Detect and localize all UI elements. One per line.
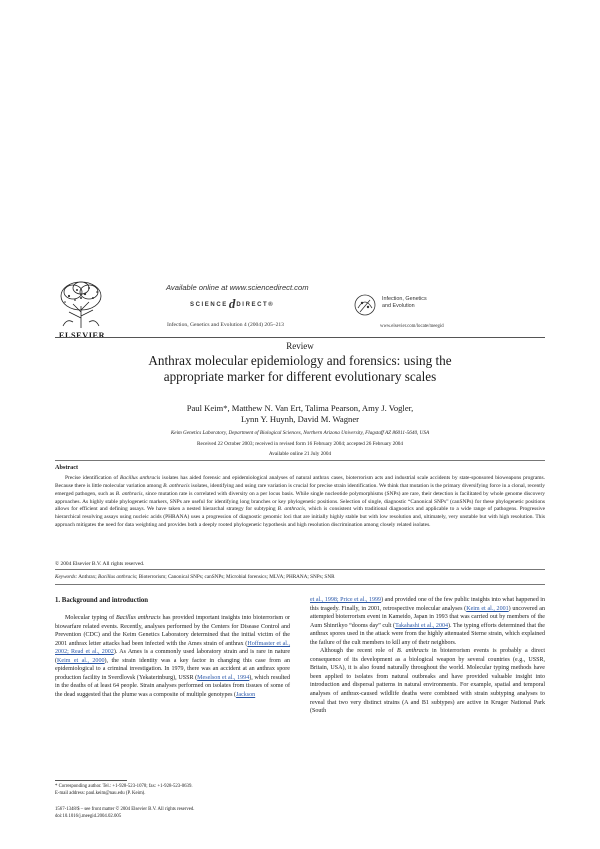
reference-link[interactable]: Keim et al., 2001 <box>466 605 509 612</box>
abstract-italic-2: B. anthracis <box>163 482 190 489</box>
available-online-text: Available online at www.sciencedirect.com <box>166 283 309 292</box>
journal-badge-line2: and Evolution <box>382 302 415 309</box>
body-column-left <box>55 614 290 699</box>
reference-link[interactable]: Keim et al., 2000 <box>57 657 105 664</box>
keywords-label: Keywords: <box>55 574 78 580</box>
issn-line: 1567-1348/$ – see front matter © 2004 Elsevier B.V. All rights reserved. <box>55 807 195 812</box>
body-text: ), the strain identity was a key factor in changing this case from an epidemiological to a criminal investigation. In 1979, there was an accident at an anthrax spore production facility in Sverdlovsk (Yekaterinburg), USSR ( <box>55 657 290 681</box>
body-text: Although the recent role of <box>320 648 397 655</box>
body-column-right <box>310 596 545 716</box>
footnote-rule <box>55 780 127 781</box>
publisher-wordmark: ELSEVIER <box>58 331 106 340</box>
body-text: in bioterrorism events is probably a direct consequence of its development as a biological weapon by several countries (e.g., USSR, Britain, USA), it is also found naturally throughout the world. Molecular typing methods have been applied to isolates from natural outbreaks and have provided valuable insight into introduction and dispersal patterns in natural environments. For example, spatial and temporal analyses of anthrax-caused wildlife deaths were combined with strain subtyping analyses to reveal that two very distinct strains (A and B1 subtypes) are active in Kruger National Park (South <box>310 648 546 715</box>
abstract-body <box>55 475 545 530</box>
reference-link[interactable]: Jackson <box>236 691 256 698</box>
online-date: Available online 21 July 2004 <box>268 451 332 457</box>
reference-link[interactable]: Meselson et al., 1994 <box>197 674 250 681</box>
corresponding-author-note: * Corresponding author. Tel.: +1-928-523-1078; fax: +1-928-523-0639. <box>55 784 193 789</box>
journal-badge <box>382 296 462 309</box>
journal-emblem-icon <box>352 292 378 320</box>
abstract-heading: Abstract <box>55 464 79 471</box>
body-paragraph <box>310 647 545 715</box>
affiliation: Keim Genetics Laboratory, Department of Biological Sciences, Northern Arizona University, Flagstaff AZ 86011-5640, USA <box>170 430 430 436</box>
header-divider <box>55 337 545 338</box>
keywords-text-b: ; Bioterrorism; Canonical SNPs; canSNPs; Microbial forensics; MLVA; PHRANA; SNPs; SNR <box>135 574 335 580</box>
body-text: has provided important insights into bioterrorism or biowarfare related events. Recently, analyses performed by the Centers for Disease Control and Prevention (CDC) and the Keim Genetics Laboratory determined that the initial victim of the 2001 anthrax letter attacks had been infected with the Ames strain of anthrax ( <box>55 615 290 647</box>
article-title-line1: Anthrax molecular epidemiology and forensics: using the <box>148 353 452 368</box>
author-list <box>100 403 500 425</box>
article-title <box>100 353 500 385</box>
body-text: ). The typing efforts determined that the anthrax spores used in the attack were from the highly attenuated Sterne strain, which explained the failure of the cult members to kill any of their neighbors. <box>310 622 545 646</box>
body-paragraph <box>55 614 290 699</box>
abstract-text-5: , which is consistent with traditional diagnostics and applicable to a wide range of pathogens. Progressive hierarchical resolving assays using nucleic acids (PHRANA) uses a progression of diagnostic genomic loci that are initially highly stable but with low resolution and, ultimately, very unstable but with high resolution. This approach mitigates the need for data weighting and provides both a deeply rooted phylogenetic hypothesis and high resolution discrimination among closely related isolates. <box>55 506 545 529</box>
sciencedirect-logo-mark: d <box>228 296 236 311</box>
keywords <box>55 574 335 580</box>
author-list-line1: Paul Keim*, Matthew N. Van Ert, Talima Pearson, Amy J. Vogler, <box>186 403 414 413</box>
journal-citation: Infection, Genetics and Evolution 4 (2004) 205–213 <box>167 322 284 328</box>
abstract-text-4: , since mutation rate is correlated with diversity on a per locus basis. While single nucleotide polymorphisms (SNPs) are rare, their detection is facilitated by whole genome discovery approaches. As highly stable phylogenetic markers, SNPs are useful for identifying long branches or key phylogenetic positions. Selection of single, diagnostic “Canonical SNPs” (canSNPs) for these phylogenetic positions allows for efficient and defining assays. We have taken a nested hierarchal strategy for subtyping <box>55 490 545 513</box>
body-text: ), which resulted in the deaths of at least 64 people. Strain analyses performed on isolates from tissues of some of the dead suggested that the plume was a composite of multiple genotypes ( <box>55 674 291 698</box>
copyright-line: © 2004 Elsevier B.V. All rights reserved. <box>55 561 145 567</box>
body-paragraph-continued <box>310 596 545 647</box>
journal-url: www.elsevier.com/locate/meegid <box>380 324 444 329</box>
abstract-paragraph <box>55 475 545 530</box>
elsevier-tree-logo <box>55 278 107 330</box>
article-type: Review <box>286 341 314 351</box>
author-list-line2: Lynn Y. Huynh, David M. Wagner <box>240 414 360 424</box>
article-title-line2: appropriate marker for different evolutionary scales <box>163 368 437 384</box>
doi-line: doi:10.1016/j.meegid.2004.02.005 <box>55 814 122 819</box>
section-heading: 1. Background and introduction <box>55 597 149 604</box>
abstract-top-rule <box>55 460 545 461</box>
sciencedirect-logo-right: DIRECT® <box>236 302 275 308</box>
sciencedirect-logo <box>190 296 274 312</box>
abstract-italic-4: B. anthracis <box>277 506 305 513</box>
abstract-text-2: isolates has aided forensic and epidemiological analyses of natural anthrax cases, bioterrorism acts and industrial scale accidents by state-sponsored bioweapons programs. Because there is little molecular variation among <box>55 475 545 489</box>
reference-link[interactable]: et al., 1998; Price et al., 1999 <box>310 597 382 603</box>
reference-link[interactable]: Hoffmaster et al., 2002; Read et al., 2002 <box>55 640 291 656</box>
body-italic: Bacillus anthracis <box>116 615 161 621</box>
email-note: E-mail address: paul.keim@nau.edu (P. Keim). <box>55 791 146 796</box>
keywords-top-rule <box>55 569 545 570</box>
received-dates: Received 22 October 2003; received in revised form 16 February 2004; accepted 26 February 2004 <box>197 441 403 447</box>
body-text: ) uncovered an attempted bioterrorism event in Kameido, Japan in 1993 that was carried out by members of the Aum Shinrikyo “dooms day” cult ( <box>310 605 545 629</box>
body-text: ). As Ames is a commonly used laboratory strain and is rare in nature ( <box>55 649 291 664</box>
keywords-italic: Bacillus anthracis <box>98 574 136 580</box>
reference-link[interactable]: Takahashi et al., 2004 <box>395 622 449 629</box>
abstract-text-3: isolates, identifying and using rare variation is crucial for precise strain identification. We think that mutation is the primary diversifying force in a clonal, recently emerged pathogen, such as <box>55 482 545 497</box>
journal-badge-line1: Infection, Genetics <box>382 296 427 302</box>
abstract-italic-3: B. anthracis <box>115 490 143 497</box>
sciencedirect-logo-left: SCIENCE <box>190 302 228 308</box>
abstract-italic-1: Bacillus anthracis <box>119 475 161 481</box>
body-italic: B. anthracis <box>396 648 429 655</box>
body-text: ) and provided one of the few public insights into what happened in this tragedy. Finally, in 2001, retrospective molecular analyses ( <box>310 597 545 612</box>
abstract-text-1: Precise identification of <box>65 475 120 481</box>
keywords-text-a: Anthrax; <box>77 574 99 580</box>
keywords-bottom-rule <box>55 584 545 585</box>
body-text: Molecular typing of <box>65 615 116 621</box>
